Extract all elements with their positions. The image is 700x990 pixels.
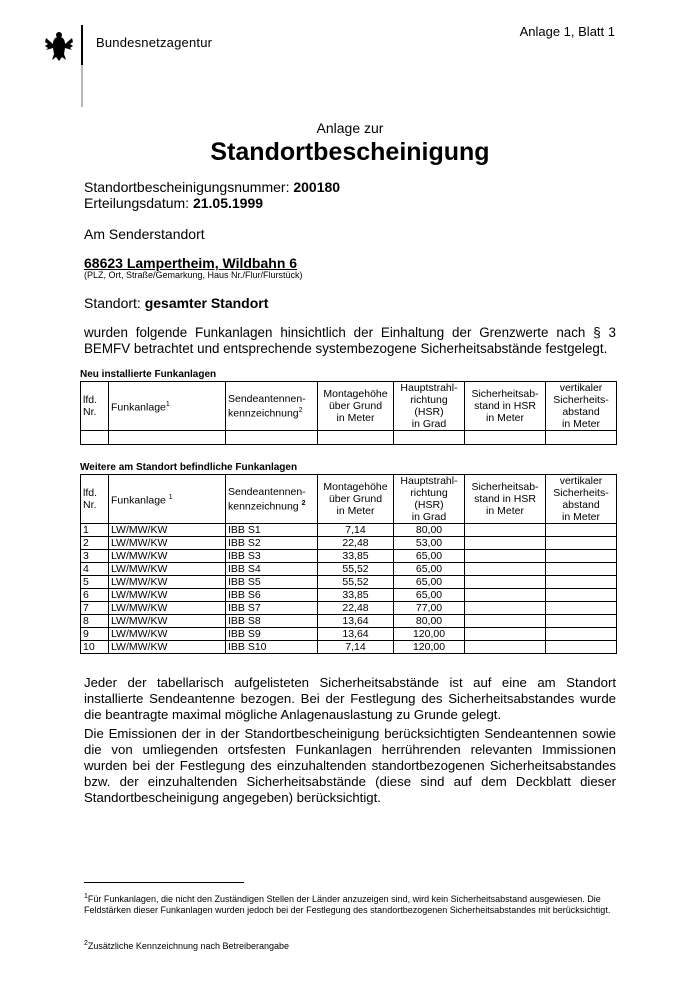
table-cell-sa: [465, 628, 546, 641]
table-cell-kennung: IBB S6: [226, 589, 318, 602]
site-scope-value: gesamter Standort: [144, 295, 269, 311]
col-kennzeichnung: [226, 382, 318, 431]
col-sa-line2: stand in HSR: [474, 400, 536, 412]
table-cell-kennung: IBB S2: [226, 537, 318, 550]
table-cell-hoehe: 7,14: [318, 641, 394, 654]
table-cell-nr: 1: [81, 524, 109, 537]
table-cell-sa: [465, 524, 546, 537]
table-row: [81, 628, 617, 641]
table-cell-sa: [465, 615, 546, 628]
footnote-2-mark: 2: [84, 940, 88, 947]
footnote-1: [84, 891, 624, 916]
footnote-ref-1: 1: [168, 493, 173, 501]
table-cell-hsr: 65,00: [394, 563, 465, 576]
col-montagehoehe-line3: in Meter: [336, 412, 375, 424]
table-cell-nr: 3: [81, 550, 109, 563]
certificate-number-value: 200180: [293, 179, 341, 195]
table-cell-funkanlage: LW/MW/KW: [109, 589, 226, 602]
site-address: 68623 Lampertheim, Wildbahn 6: [84, 255, 298, 271]
table-cell-hsr: 65,00: [394, 576, 465, 589]
table-row: [81, 602, 617, 615]
issue-date-label: Erteilungsdatum:: [84, 195, 193, 211]
table-cell: [546, 431, 617, 445]
header-divider-black: [81, 25, 83, 65]
table-cell-kennung: IBB S5: [226, 576, 318, 589]
col-vsa-line2: Sicherheits-: [553, 394, 609, 406]
certificate-number-label: Standortbescheinigungsnummer:: [84, 179, 294, 195]
col-montagehoehe-line3: in Meter: [336, 505, 375, 517]
footnote-ref-2: 2: [298, 406, 303, 414]
intro-text: wurden folgende Funkanlagen hinsichtlich der Einhaltung der Grenzwerte nach § 3 BEMFV betrachtet und entsprechende systembezogene Sicherheitsabstände festgelegt.: [84, 325, 616, 356]
table-cell-hsr: 120,00: [394, 641, 465, 654]
col-hsr-line3: (HSR): [414, 499, 444, 511]
table-cell-nr: 6: [81, 589, 109, 602]
col-hsr-line3: (HSR): [414, 406, 444, 418]
col-montagehoehe: [318, 382, 394, 431]
table-header-row: [81, 475, 617, 524]
table-cell-hoehe: 55,52: [318, 576, 394, 589]
table-cell-funkanlage: LW/MW/KW: [109, 628, 226, 641]
col-hsr: [394, 475, 465, 524]
table-cell-sa: [465, 602, 546, 615]
table-cell: [81, 431, 109, 445]
table-cell-hsr: 77,00: [394, 602, 465, 615]
site-scope: [84, 295, 268, 311]
col-lfd-line2: Nr.: [83, 406, 97, 418]
table-cell-vsa: [546, 615, 617, 628]
table-cell-sa: [465, 576, 546, 589]
table-cell-kennung: IBB S1: [226, 524, 318, 537]
footnote-2-text: Zusätzliche Kennzeichnung nach Betreiberangabe: [87, 941, 290, 951]
table-cell-vsa: [546, 550, 617, 563]
col-hsr-line2: richtung: [410, 487, 448, 499]
col-montagehoehe: [318, 475, 394, 524]
col-vertikaler-abstand: [546, 382, 617, 431]
col-sicherheitsabstand: [465, 475, 546, 524]
table-cell-sa: [465, 563, 546, 576]
col-funkanlage-label: Funkanlage: [111, 494, 166, 507]
table-cell-vsa: [546, 602, 617, 615]
footnote-1-text: Für Funkanlagen, die nicht den Zuständigen Stellen der Länder anzuzeigen sind, wird kein Sicherheitsabstand ausgewiesen. Die Feldstärken dieser Funkanlagen wurden jedoch bei der Festlegung des standortbezogenen Sicherheitsabstandes mit berücksichtigt.: [84, 894, 611, 915]
col-kennzeichnung-line1: Sendeantennen-: [228, 392, 306, 405]
table-cell-hoehe: 13,64: [318, 615, 394, 628]
col-lfd-line1: lfd.: [83, 487, 98, 499]
new-installations-table: [80, 381, 617, 445]
table-cell-nr: 10: [81, 641, 109, 654]
table-row: [81, 589, 617, 602]
col-vertikaler-abstand: [546, 475, 617, 524]
table-cell-hoehe: 7,14: [318, 524, 394, 537]
col-kennzeichnung: [226, 475, 318, 524]
table-cell-funkanlage: LW/MW/KW: [109, 641, 226, 654]
col-vsa-line3: abstand: [562, 406, 600, 418]
table-row: [81, 537, 617, 550]
table-cell-funkanlage: LW/MW/KW: [109, 524, 226, 537]
col-vsa-line3: abstand: [562, 499, 600, 511]
table-cell-hoehe: 33,85: [318, 589, 394, 602]
federal-eagle-icon: [44, 30, 74, 69]
table-cell-nr: 8: [81, 615, 109, 628]
page-title: Standortbescheinigung: [210, 138, 490, 166]
col-hsr-line1: Hauptstrahl-: [400, 475, 458, 487]
col-sa-line3: in Meter: [486, 505, 524, 517]
col-vsa-line1: vertikaler: [559, 382, 603, 394]
table-cell-kennung: IBB S9: [226, 628, 318, 641]
table-cell: [318, 431, 394, 445]
table-cell-hoehe: 13,64: [318, 628, 394, 641]
note-emissions: Die Emissionen der in der Standortbescheinigung berücksichtigten Sendeantennen sowie die von umliegenden ortsfesten Funkanlagen herrührenden relevanten Immissionen wurden bei der Festlegung des einzuhaltenden standortbezogenen Sicherheitsabstandes bzw. der einzuhaltenden Sicherheitsabstände (diese sind auf dem Deckblatt dieser Standortbescheinigung angegeben) berücksichtigt.: [84, 726, 616, 805]
table-row: [81, 576, 617, 589]
table-cell-vsa: [546, 563, 617, 576]
existing-rows: [81, 524, 617, 654]
col-montagehoehe-line1: Montagehöhe: [323, 388, 388, 400]
table-cell-kennung: IBB S3: [226, 550, 318, 563]
table-row: [81, 641, 617, 654]
site-scope-label: Standort:: [84, 295, 145, 311]
table-cell-nr: 2: [81, 537, 109, 550]
table-cell-kennung: IBB S7: [226, 602, 318, 615]
col-hsr-line4: in Grad: [411, 511, 447, 523]
col-vsa-line1: vertikaler: [559, 475, 603, 487]
sheet-reference: Anlage 1, Blatt 1: [519, 24, 615, 39]
table-cell-sa: [465, 641, 546, 654]
new-installations-heading: Neu installierte Funkanlagen: [80, 369, 217, 380]
col-kennzeichnung-line2: kennzeichnung: [228, 500, 299, 513]
col-montagehoehe-line2: über Grund: [328, 400, 383, 412]
col-hsr-line4: in Grad: [411, 418, 447, 430]
table-cell-hoehe: 55,52: [318, 563, 394, 576]
table-cell-hsr: 53,00: [394, 537, 465, 550]
footnote-ref-1: 1: [165, 400, 170, 408]
table-cell-kennung: IBB S4: [226, 563, 318, 576]
table-cell: [394, 431, 465, 445]
table-cell-funkanlage: LW/MW/KW: [109, 537, 226, 550]
address-hint: (PLZ, Ort, Straße/Gemarkung, Haus Nr./Flur/Flurstück): [84, 270, 303, 280]
table-cell-vsa: [546, 628, 617, 641]
table-cell-hoehe: 33,85: [318, 550, 394, 563]
header-divider-grey: [81, 65, 83, 107]
table-cell-funkanlage: LW/MW/KW: [109, 576, 226, 589]
col-vsa-line4: in Meter: [562, 418, 600, 430]
existing-installations-heading: Weitere am Standort befindliche Funkanlagen: [80, 462, 298, 473]
footnote-divider: [84, 882, 244, 883]
table-cell-funkanlage: LW/MW/KW: [109, 615, 226, 628]
table-cell-nr: 4: [81, 563, 109, 576]
table-cell-nr: 9: [81, 628, 109, 641]
table-cell-sa: [465, 537, 546, 550]
table-row-empty: [81, 431, 617, 445]
table-cell-sa: [465, 589, 546, 602]
footnote-ref-2: 2: [301, 499, 306, 507]
col-funkanlage-label: Funkanlage: [111, 401, 166, 414]
col-sicherheitsabstand: [465, 382, 546, 431]
table-cell-sa: [465, 550, 546, 563]
pre-title: Anlage zur: [316, 120, 384, 136]
col-hsr-line2: richtung: [410, 394, 448, 406]
table-header-row: [81, 382, 617, 431]
col-kennzeichnung-line1: Sendeantennen-: [228, 485, 306, 498]
table-cell-kennung: IBB S10: [226, 641, 318, 654]
table-cell-hsr: 80,00: [394, 615, 465, 628]
col-sa-line1: Sicherheitsab-: [471, 388, 539, 400]
table-cell: [226, 431, 318, 445]
table-cell-hsr: 65,00: [394, 550, 465, 563]
table-cell-funkanlage: LW/MW/KW: [109, 563, 226, 576]
col-hsr-line1: Hauptstrahl-: [400, 382, 458, 394]
table-cell-nr: 7: [81, 602, 109, 615]
table-row: [81, 524, 617, 537]
col-lfd: [81, 382, 109, 431]
table-cell-nr: 5: [81, 576, 109, 589]
col-sa-line3: in Meter: [486, 412, 524, 424]
col-montagehoehe-line1: Montagehöhe: [323, 481, 388, 493]
table-cell-vsa: [546, 576, 617, 589]
table-cell-hsr: 80,00: [394, 524, 465, 537]
table-cell-hoehe: 22,48: [318, 537, 394, 550]
location-intro: Am Senderstandort: [84, 226, 205, 242]
table-cell-vsa: [546, 524, 617, 537]
table-cell-funkanlage: LW/MW/KW: [109, 602, 226, 615]
note-safety-distances: Jeder der tabellarisch aufgelisteten Sicherheitsabstände ist auf eine am Standort installierte Sendeantenne bezogen. Bei der Festlegung des Sicherheitsabstandes wurde die beantragte maximal mögliche Anlagenauslastung zu Grunde gelegt.: [84, 675, 616, 722]
existing-installations-table: [80, 474, 617, 654]
table-cell-hoehe: 22,48: [318, 602, 394, 615]
agency-name: Bundesnetzagentur: [96, 35, 213, 50]
certificate-number: [84, 179, 340, 195]
col-montagehoehe-line2: über Grund: [328, 493, 383, 505]
table-cell-hsr: 65,00: [394, 589, 465, 602]
col-hsr: [394, 382, 465, 431]
col-vsa-line4: in Meter: [562, 511, 600, 523]
issue-date: [84, 195, 263, 211]
footnote-2: [84, 938, 624, 952]
col-lfd: [81, 475, 109, 524]
table-row: [81, 563, 617, 576]
table-cell-funkanlage: LW/MW/KW: [109, 550, 226, 563]
footnote-1-mark: 1: [84, 893, 88, 900]
table-cell: [465, 431, 546, 445]
table-cell-vsa: [546, 537, 617, 550]
table-cell-hsr: 120,00: [394, 628, 465, 641]
col-funkanlage: [109, 382, 226, 431]
table-row: [81, 615, 617, 628]
table-cell-vsa: [546, 589, 617, 602]
col-sa-line2: stand in HSR: [474, 493, 536, 505]
col-lfd-line1: lfd.: [83, 394, 98, 406]
col-funkanlage: [109, 475, 226, 524]
col-vsa-line2: Sicherheits-: [553, 487, 609, 499]
col-sa-line1: Sicherheitsab-: [471, 481, 539, 493]
col-kennzeichnung-line2: kennzeichnung: [228, 407, 299, 420]
table-row: [81, 550, 617, 563]
issue-date-value: 21.05.1999: [192, 195, 264, 211]
table-cell-vsa: [546, 641, 617, 654]
table-cell-kennung: IBB S8: [226, 615, 318, 628]
col-lfd-line2: Nr.: [83, 499, 97, 511]
table-cell: [109, 431, 226, 445]
